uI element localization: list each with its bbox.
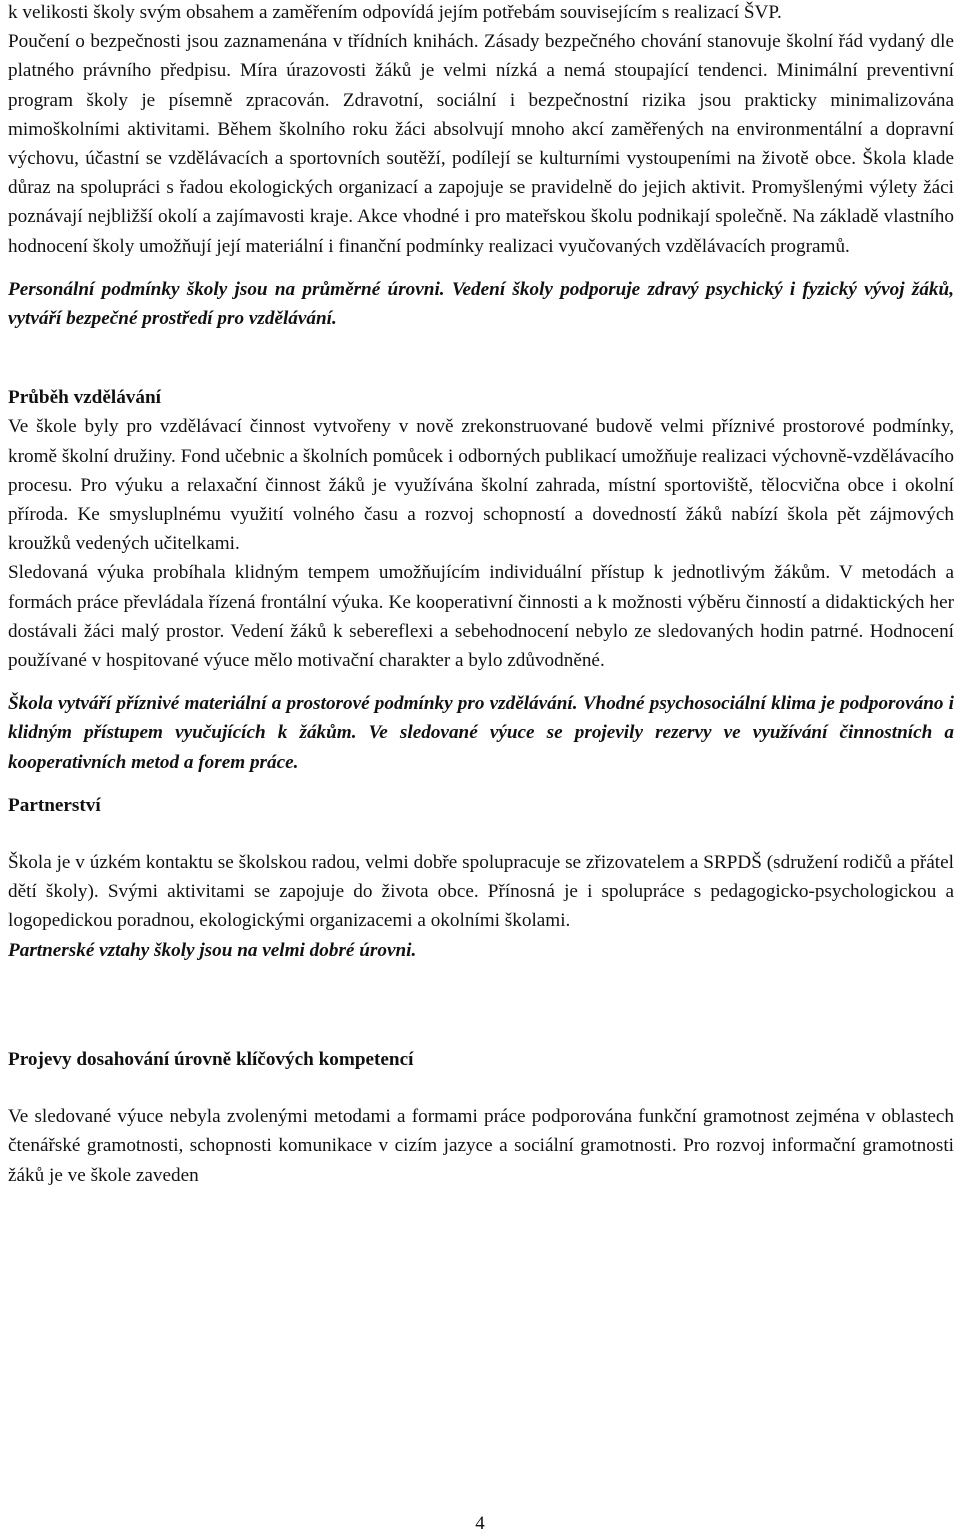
section-partnership xyxy=(8,791,954,965)
heading-partnership: Partnerství xyxy=(8,794,101,816)
conclusion-personnel: Personální podmínky školy jsou na průměrné úrovni. Vedení školy podporuje zdravý psychický i fyzický vývoj žáků, vytváří bezpečné prostředí pro vzdělávání. xyxy=(8,278,954,330)
paragraph-partnership: Škola je v úzkém kontaktu se školskou radou, velmi dobře spolupracuje se zřizovatelem a SRPDŠ (sdružení rodičů a přátel dětí školy). Svými aktivitami se zapojuje do života obce. Přínosná je i spolupráce s pedagogicko-psychologickou a logopedickou poradnou, ekologickými organizacemi a okolními školami. xyxy=(8,852,954,932)
paragraph-safety: Poučení o bezpečnosti jsou zaznamenána v třídních knihách. Zásady bezpečného chování stanovuje školní řád vydaný dle platného právního předpisu. Míra úrazovosti žáků je velmi nízká a nemá stoupající tendenci. Minimální preventivní program školy je písemně zpracován. Zdravotní, sociální i bezpečnostní rizika jsou prakticky minimalizována mimoškolními aktivitami. Během školního roku žáci absolvují mnoho akcí zaměřených na environmentální a dopravní výchovu, účastní se vzdělávacích a sportovních soutěží, podílejí se kulturními vystoupeními na životě obce. Škola klade důraz na spolupráci s řadou ekologických organizací a zapojuje se pravidelně do jejich aktivit. Promyšlenými výlety žáci poznávají nejbližší okolí a zajímavosti kraje. Akce vhodné i pro mateřskou školu podnikají společně. Na základě vlastního hodnocení školy umožňují její materiální i finanční podmínky realizaci vyučovaných vzdělávacích programů. xyxy=(8,31,954,257)
page-number: 4 xyxy=(475,1513,485,1534)
conclusion-partnership: Partnerské vztahy školy jsou na velmi dobré úrovni. xyxy=(8,939,417,961)
paragraph-svp: k velikosti školy svým obsahem a zaměřením odpovídá jejím potřebám souvisejícím s realizací ŠVP. xyxy=(8,2,782,23)
paragraph-facilities: Ve škole byly pro vzdělávací činnost vytvořeny v nově zrekonstruované budově velmi příznivé prostorové podmínky, kromě školní družiny. Fond učebnic a školních pomůcek i odborných publikací umožňuje realizaci výchovně-vzdělávacího procesu. Pro výuku a relaxační činnost žáků je využívána školní zahrada, místní sportoviště, tělocvična obce i okolní příroda. Ke smysluplnému využití volného času a rozvoj schopností a dovedností žáků nabízí škola pět zájmových kroužků vedených učitelkami. xyxy=(8,416,954,555)
paragraph-lessons: Sledovaná výuka probíhala klidným tempem umožňujícím individuální přístup k jednotlivým žákům. V metodách a formách práce převládala řízená frontální výuka. Ke kooperativní činnosti a k možnosti výběru činností a didaktických her dostávali žáci malý prostor. Vedení žáků k sebereflexi a sebehodnocení nebylo ze sledovaných hodin patrné. Hodnocení používané v hospitované výuce mělo motivační charakter a bylo zdůvodněné. xyxy=(8,562,954,672)
paragraph-literacy: Ve sledované výuce nebyla zvolenými metodami a formami práce podporována funkční gramotnost zejména v oblastech čtenářské gramotnosti, schopnosti komunikace v cizím jazyce a sociální gramotnosti. Pro rozvoj informační gramotnosti žáků je ve škole zaveden xyxy=(8,1106,954,1186)
heading-education-process: Průběh vzdělávání xyxy=(8,387,161,409)
document-page xyxy=(8,0,954,1190)
section-conditions xyxy=(8,0,954,333)
section-key-competences xyxy=(8,1045,954,1190)
conclusion-education: Škola vytváří příznivé materiální a prostorové podmínky pro vzdělávání. Vhodné psychosociální klima je podporováno i klidným přístupem vyučujících k žákům. Ve sledované výuce se projevily rezervy ve využívání činnostních a kooperativních metod a forem práce. xyxy=(8,693,954,773)
heading-key-competences: Projevy dosahování úrovně klíčových kompetencí xyxy=(8,1048,414,1070)
section-education-process xyxy=(8,383,954,777)
